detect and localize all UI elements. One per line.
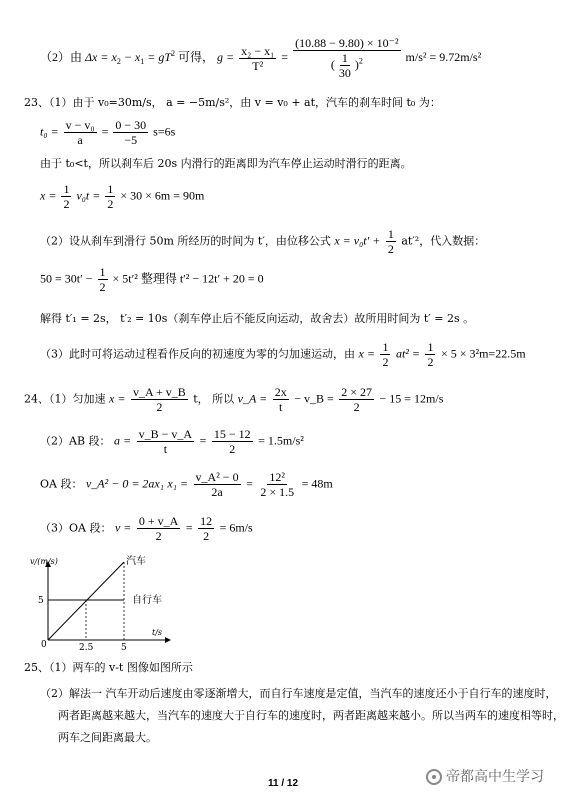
q23-part2: （2）设从刹车到滑行 50m 所经历的时间为 t′，由位移公式 x = v₀t′ + $\frac{1}{2}$ at′²，代入数据： bbox=[40, 227, 486, 256]
watermark bbox=[426, 766, 544, 786]
q23-part3: （3）此时可将运动过程看作反向的初速度为零的匀加速运动，由 x = $\frac{1}{2}$ at² = $\frac{1}{2}$ × 5 × 3²m=22.5m bbox=[40, 340, 526, 369]
q25-part2-line3: 两车之间距离最大。 bbox=[58, 731, 157, 744]
q23-part1: 23、（1）由于 v₀=30m/s， a = −5m/s²，由 v = v₀ + at，汽车的刹车时间 t₀ 为： bbox=[24, 96, 441, 109]
q24-part3: （3）OA 段： v = $\frac{0 + v\_A}{2}$ = $\frac{12}{2}$ = 6m/s bbox=[40, 514, 253, 543]
bike-label: 自行车 bbox=[132, 595, 162, 606]
q23-t0-eq: t₀ = $\frac{\text{v − v₀}}{a}$ = $\frac{0 - 30}{-5}$ s=6s bbox=[40, 118, 176, 147]
q24-part2: （2）AB 段： a = $\frac{v\_B - v\_A}{t}$ = $\frac{15 - 12}{2}$ = 1.5m/s² bbox=[40, 427, 304, 456]
q23-x-eq: x = $\frac{1}{2}$ v₀t = $\frac{1}{2}$ × 30 × 6m = 90m bbox=[40, 182, 205, 211]
watermark-text: 帝都高中生学习 bbox=[446, 769, 544, 785]
q24-part1: 24、（1）匀加速 x = $\frac{v\_A + v\_B}{2}$ t， 所以 v_A = $\frac{2x}{t}$ − v_B = $\frac{2 \times 27}{2}$ − 15 = 12m/s bbox=[24, 385, 444, 414]
y-axis-label: v/(m/s) bbox=[30, 557, 58, 566]
y-tick-5: 5 bbox=[38, 596, 44, 606]
x-tick-5: 5 bbox=[121, 643, 127, 652]
car-label: 汽车 bbox=[126, 556, 146, 567]
page-number: 11 / 12 bbox=[267, 778, 299, 789]
q25-part2-line1: （2）解法一 汽车开动后速度由零逐渐增大，而自行车速度是定值，当汽车的速度还小于自行车的速度时， bbox=[40, 687, 557, 700]
origin-label: 0 bbox=[41, 640, 47, 650]
vt-graph bbox=[28, 552, 178, 652]
x-tick-2.5: 2.5 bbox=[79, 643, 94, 652]
q23-reason: 由于 t₀<t，所以刹车后 20s 内滑行的距离即为汽车停止运动时滑行的距离。 bbox=[40, 157, 412, 170]
x-axis-label: t/s bbox=[152, 628, 163, 637]
q22-line: （2）由 $\Delta x = x_2 - x_1 = gT^2$ 可得， g = $\frac{\text{x₂ − x₁}}{\text{T²}}$ = (10.88 − 9.80) × 10⁻² ( $\frac{1}{30}$ )$^2$ m/s² = 9.72m/s² bbox=[40, 36, 482, 80]
q25-part1: 25、（1）两车的 v-t 图像如图所示 bbox=[24, 661, 193, 674]
wechat-icon bbox=[426, 769, 442, 785]
q23-eq50: 50 = 30t′ − $\frac{1}{2}$ × 5t′² 整理得 t′² − 12t′ + 20 = 0 bbox=[40, 265, 264, 294]
q25-part2-line2: 两者距离越来越大，当汽车的速度大于自行车的速度时，两者距离越来越小。所以当两车的速度相等时， bbox=[58, 709, 564, 722]
q24-oa-segment: OA 段： v_A² − 0 = 2ax₁ x₁ = $\frac{\text{v\_A² − 0}}{2a}$ = $\frac{\text{12²}}{2 \times 1.5}$ = 48m bbox=[40, 470, 333, 499]
q23-solve: 解得 t′₁ = 2s， t′₂ = 10s（刹车停止后不能反向运动，故舍去）故所用时间为 t′ = 2s 。 bbox=[40, 312, 475, 325]
